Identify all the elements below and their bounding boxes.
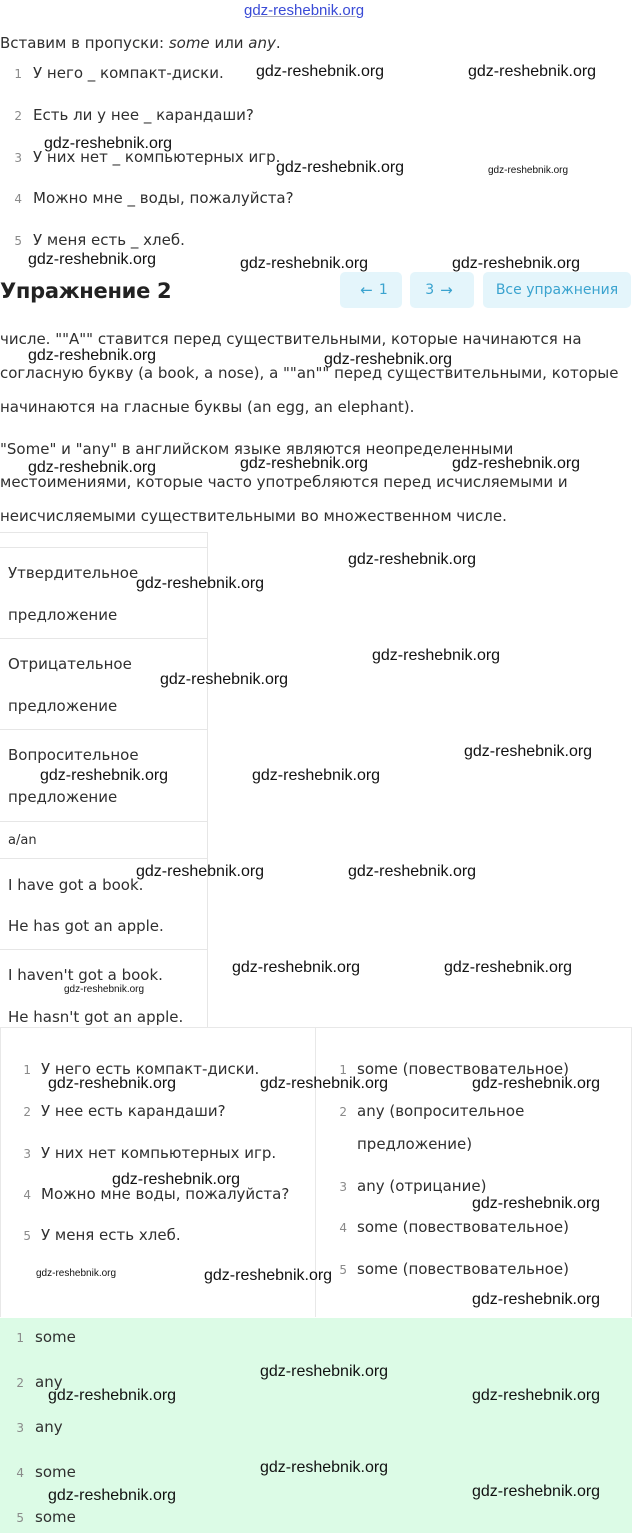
watermark: gdz-reshebnik.org bbox=[240, 255, 369, 272]
watermark: gdz-reshebnik.org bbox=[204, 1267, 333, 1284]
translation-item: У него есть компакт-диски. bbox=[41, 1060, 260, 1078]
watermark: gdz-reshebnik.org bbox=[452, 455, 581, 472]
watermark: gdz-reshebnik.org bbox=[28, 347, 157, 364]
watermark: gdz-reshebnik.org bbox=[252, 767, 381, 784]
exercise-item: У него _ компакт-диски. bbox=[33, 64, 224, 82]
item-number: 4 bbox=[14, 192, 22, 206]
item-number: 4 bbox=[339, 1221, 347, 1235]
table-divider bbox=[0, 547, 207, 548]
watermark: gdz-reshebnik.org bbox=[472, 1387, 601, 1404]
grid-divider bbox=[315, 1027, 316, 1317]
watermark: gdz-reshebnik.org bbox=[472, 1483, 601, 1500]
item-number: 1 bbox=[23, 1063, 31, 1077]
translation-item: Можно мне воды, пожалуйста? bbox=[41, 1185, 290, 1203]
theory-line: неисчисляемыми существительными во множественном числе. bbox=[0, 507, 507, 525]
instruction-some: some bbox=[168, 34, 210, 52]
instruction-prefix: Вставим в пропуски: bbox=[0, 34, 169, 52]
watermark: gdz-reshebnik.org bbox=[260, 1459, 389, 1476]
watermark: gdz-reshebnik.org bbox=[276, 159, 405, 176]
explanation-item: some (повествовательное) bbox=[357, 1060, 569, 1078]
item-number: 1 bbox=[16, 1331, 24, 1345]
watermark: gdz-reshebnik.org bbox=[444, 959, 573, 976]
item-number: 2 bbox=[14, 109, 22, 123]
grid-border bbox=[0, 1027, 1, 1317]
item-number: 3 bbox=[339, 1180, 347, 1194]
watermark: gdz-reshebnik.org bbox=[48, 1487, 177, 1504]
instruction-any: any bbox=[248, 34, 276, 52]
watermark: gdz-reshebnik.org bbox=[40, 767, 169, 784]
exercise-item: У меня есть _ хлеб. bbox=[33, 231, 185, 249]
item-number: 5 bbox=[14, 234, 22, 248]
next-exercise-button[interactable] bbox=[410, 272, 474, 308]
watermark: gdz-reshebnik.org bbox=[452, 255, 581, 272]
watermark: gdz-reshebnik.org bbox=[36, 1268, 117, 1279]
answer-item: some bbox=[35, 1463, 76, 1481]
watermark: gdz-reshebnik.org bbox=[348, 551, 477, 568]
arrow-left-icon: ← bbox=[360, 281, 373, 299]
table-divider bbox=[0, 638, 207, 639]
watermark: gdz-reshebnik.org bbox=[64, 984, 145, 995]
table-cell: Вопросительное bbox=[8, 746, 139, 764]
watermark: gdz-reshebnik.org bbox=[488, 165, 569, 176]
arrow-right-icon: → bbox=[440, 281, 453, 299]
answer-item: some bbox=[35, 1508, 76, 1526]
table-cell: He hasn't got an apple. bbox=[8, 1008, 184, 1026]
watermark: gdz-reshebnik.org bbox=[112, 1171, 241, 1188]
watermark: gdz-reshebnik.org bbox=[256, 63, 385, 80]
item-number: 2 bbox=[23, 1105, 31, 1119]
theory-line: согласную букву (a book, a nose), а ""an"" перед существительными, которые bbox=[0, 364, 619, 382]
explanation-item: any (отрицание) bbox=[357, 1177, 487, 1195]
theory-line: числе. ""A"" ставится перед существительными, которые начинаются на bbox=[0, 330, 582, 348]
watermark: gdz-reshebnik.org bbox=[464, 743, 593, 760]
item-number: 2 bbox=[339, 1105, 347, 1119]
item-number: 3 bbox=[16, 1421, 24, 1435]
table-cell: I have got a book. bbox=[8, 876, 144, 894]
watermark: gdz-reshebnik.org bbox=[44, 135, 173, 152]
exercise-item: У них нет _ компьютерных игр. bbox=[33, 148, 281, 166]
watermark: gdz-reshebnik.org bbox=[48, 1075, 177, 1092]
prev-exercise-button[interactable] bbox=[340, 272, 402, 308]
explanation-item: some (повествовательное) bbox=[357, 1218, 569, 1236]
exercise-item: Можно мне _ воды, пожалуйста? bbox=[33, 189, 294, 207]
watermark: gdz-reshebnik.org bbox=[260, 1075, 389, 1092]
item-number: 1 bbox=[14, 67, 22, 81]
watermark: gdz-reshebnik.org bbox=[232, 959, 361, 976]
translation-item: У меня есть хлеб. bbox=[41, 1226, 181, 1244]
table-divider bbox=[0, 821, 207, 822]
page-title: Упражнение 2 bbox=[0, 279, 172, 303]
table-cell: предложение bbox=[8, 697, 118, 715]
prev-exercise-label: 1 bbox=[378, 282, 388, 298]
item-number: 3 bbox=[14, 151, 22, 165]
watermark: gdz-reshebnik.org bbox=[472, 1195, 601, 1212]
watermark: gdz-reshebnik.org bbox=[372, 647, 501, 664]
answer-item: some bbox=[35, 1328, 76, 1346]
table-cell: предложение bbox=[8, 606, 118, 624]
theory-line: начинаются на гласные буквы (an egg, an elephant). bbox=[0, 398, 415, 416]
exercise-item: Есть ли у нее _ карандаши? bbox=[33, 106, 254, 124]
table-divider bbox=[0, 729, 207, 730]
item-number: 4 bbox=[23, 1188, 31, 1202]
watermark: gdz-reshebnik.org bbox=[260, 1363, 389, 1380]
answer-block bbox=[0, 1318, 632, 1533]
watermark: gdz-reshebnik.org bbox=[136, 863, 265, 880]
watermark: gdz-reshebnik.org bbox=[324, 351, 453, 368]
table-cell: a/an bbox=[8, 833, 37, 848]
item-number: 5 bbox=[339, 1263, 347, 1277]
instruction-end: . bbox=[275, 34, 281, 52]
table-cell: предложение bbox=[8, 788, 118, 806]
exercise-instruction bbox=[0, 34, 281, 52]
watermark: gdz-reshebnik.org bbox=[468, 63, 597, 80]
table-divider bbox=[0, 858, 207, 859]
item-number: 5 bbox=[16, 1511, 24, 1525]
watermark: gdz-reshebnik.org bbox=[348, 863, 477, 880]
answer-item: any bbox=[35, 1373, 63, 1391]
explanation-item: предложение) bbox=[357, 1135, 473, 1153]
watermark: gdz-reshebnik.org bbox=[240, 455, 369, 472]
answer-item: any bbox=[35, 1418, 63, 1436]
watermark: gdz-reshebnik.org bbox=[48, 1387, 177, 1404]
theory-line: "Some" и "any" в английском языке являются неопределенными bbox=[0, 440, 514, 458]
translation-item: У нее есть карандаши? bbox=[41, 1102, 226, 1120]
table-divider bbox=[0, 949, 207, 950]
next-exercise-label: 3 bbox=[425, 282, 435, 298]
watermark: gdz-reshebnik.org bbox=[28, 459, 157, 476]
item-number: 1 bbox=[339, 1063, 347, 1077]
explanation-item: some (повествовательное) bbox=[357, 1260, 569, 1278]
table-cell: He has got an apple. bbox=[8, 917, 164, 935]
watermark: gdz-reshebnik.org bbox=[160, 671, 289, 688]
table-cell: Отрицательное bbox=[8, 655, 132, 673]
all-exercises-button[interactable] bbox=[483, 272, 631, 308]
translation-item: У них нет компьютерных игр. bbox=[41, 1144, 277, 1162]
watermark: gdz-reshebnik.org bbox=[472, 1075, 601, 1092]
table-divider bbox=[0, 532, 207, 533]
theory-line: местоимениями, которые часто употребляются перед исчисляемыми и bbox=[0, 473, 568, 491]
explanation-item: any (вопросительное bbox=[357, 1102, 525, 1120]
table-cell: Утвердительное bbox=[8, 564, 139, 582]
all-exercises-label: Все упражнения bbox=[495, 282, 619, 298]
item-number: 3 bbox=[23, 1147, 31, 1161]
watermark: gdz-reshebnik.org bbox=[28, 251, 157, 268]
table-cell: I haven't got a book. bbox=[8, 966, 163, 984]
item-number: 5 bbox=[23, 1229, 31, 1243]
instruction-or: или bbox=[209, 34, 249, 52]
watermark: gdz-reshebnik.org bbox=[136, 575, 265, 592]
watermark-top[interactable]: gdz-reshebnik.org bbox=[244, 2, 365, 19]
item-number: 2 bbox=[16, 1376, 24, 1390]
item-number: 4 bbox=[16, 1466, 24, 1480]
watermark: gdz-reshebnik.org bbox=[472, 1291, 601, 1308]
